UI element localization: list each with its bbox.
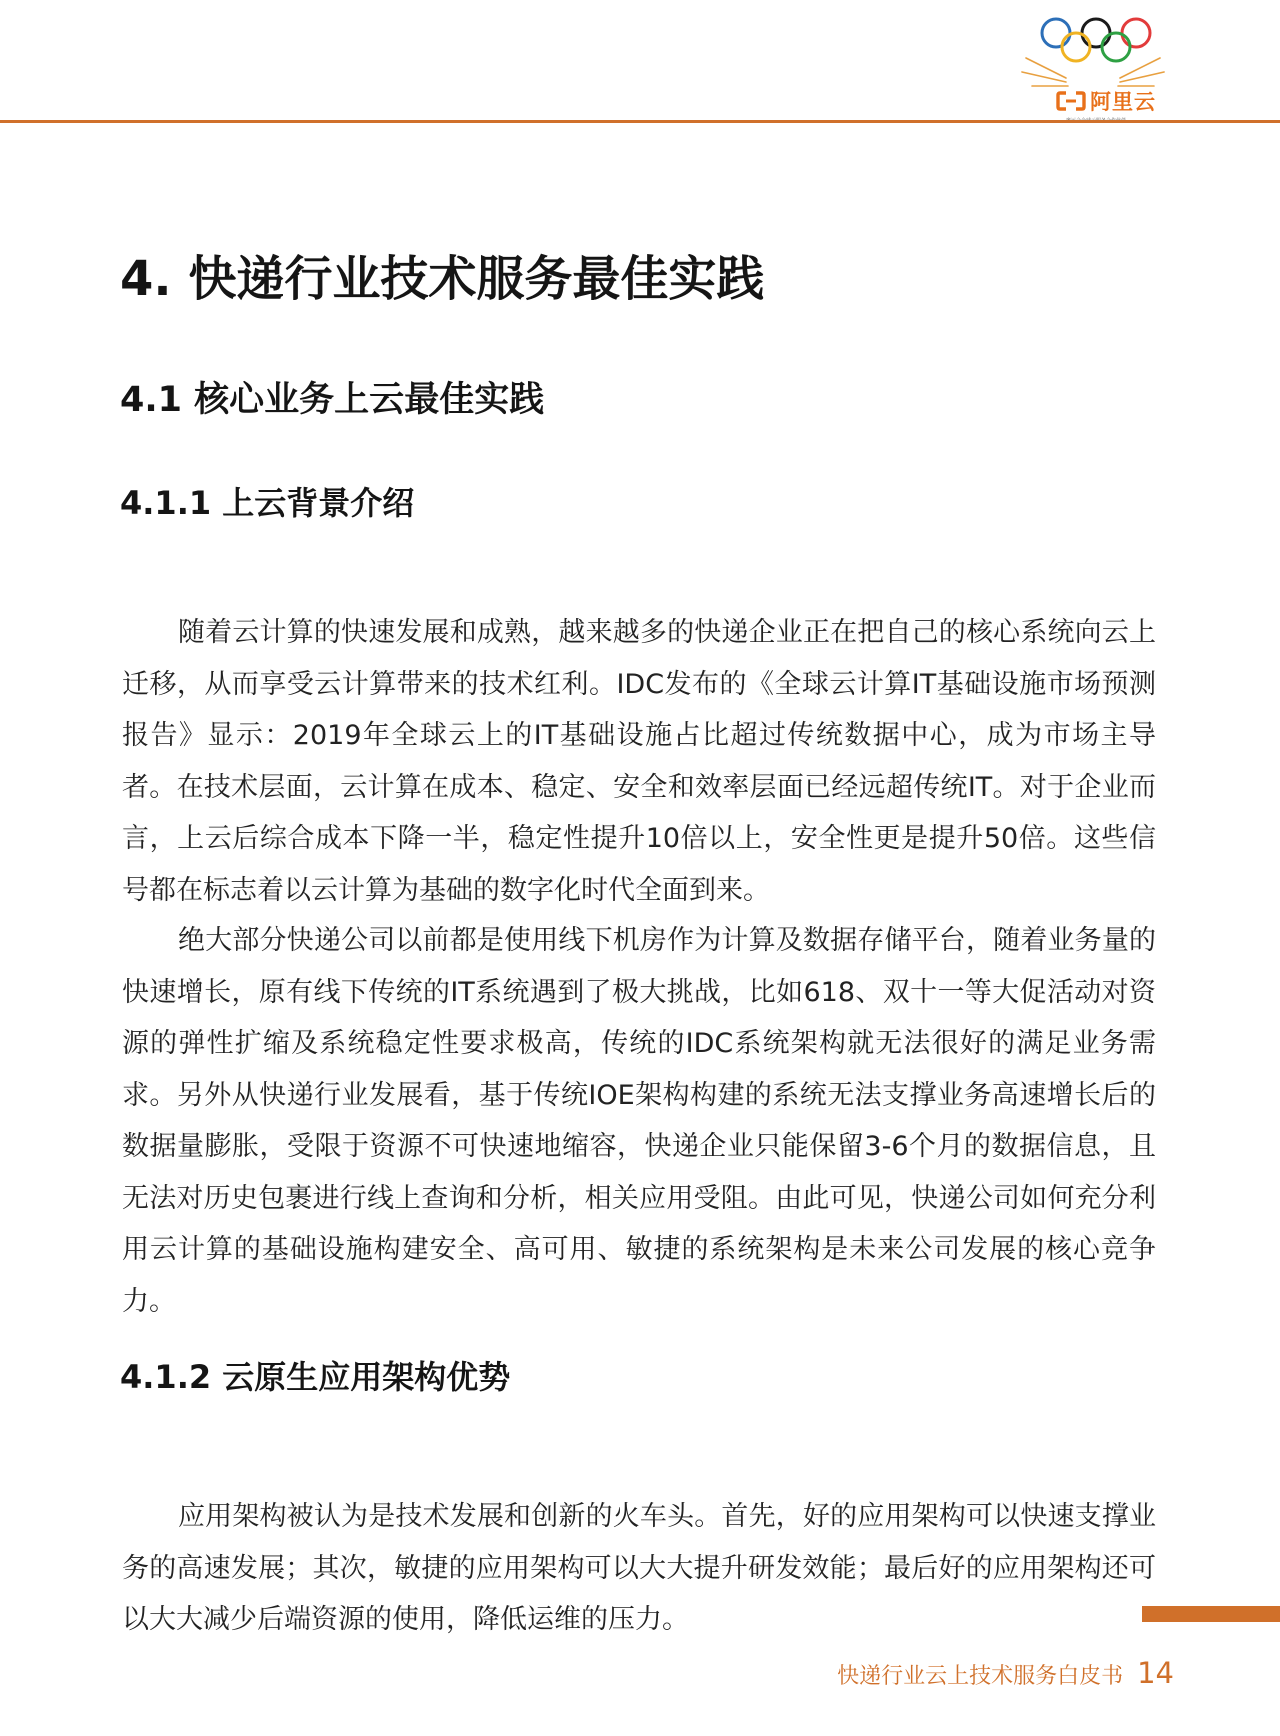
subsection-title: 4.1.2 云原生应用架构优势 <box>120 1358 511 1396</box>
page-footer <box>837 1656 1174 1690</box>
brand-name: 阿里云 <box>1090 90 1156 114</box>
body-paragraph: 随着云计算的快速发展和成熟，越来越多的快递企业正在把自己的核心系统向云上迁移，从而享受云计算带来的技术红利。IDC发布的《全球云计算IT基础设施市场预测报告》显示：2019年全球云上的IT基础设施占比超过传统数据中心，成为市场主导者。在技术层面，云计算在成本、稳定、安全和效率层面已经远超传统IT。对于企业而言，上云后综合成本下降一半，稳定性提升10倍以上，安全性更是提升50倍。这些信号都在标志着以云计算为基础的数字化时代全面到来。 <box>122 617 1156 906</box>
page-number: 14 <box>1137 1656 1174 1690</box>
light-rays-icon <box>1018 52 1168 90</box>
header-divider <box>0 120 1280 123</box>
footer-doc-title: 快递行业云上技术服务白皮书 <box>837 1664 1124 1689</box>
aliyun-olympic-logo <box>1018 14 1168 122</box>
chapter-title: 4. 快递行业技术服务最佳实践 <box>120 251 765 307</box>
body-paragraph: 应用架构被认为是技术发展和创新的火车头。首先，好的应用架构可以快速支撑业务的高速发展；其次，敏捷的应用架构可以大大提升研发效能；最后好的应用架构还可以大大减少后端资源的使用，降低运维的压力。 <box>122 1501 1156 1635</box>
aliyun-bracket-icon <box>1056 91 1086 111</box>
body-paragraph: 绝大部分快递公司以前都是使用线下机房作为计算及数据存储平台，随着业务量的快速增长，原有线下传统的IT系统遇到了极大挑战，比如618、双十一等大促活动对资源的弹性扩缩及系统稳定性要求极高，传统的IDC系统架构就无法很好的满足业务需求。另外从快递行业发展看，基于传统IOE架构构建的系统无法支撑业务高速增长后的数据量膨胀，受限于资源不可快速地缩容，快递企业只能保留3-6个月的数据信息，且无法对历史包裹进行线上查询和分析，相关应用受阻。由此可见，快递公司如何充分利用云计算的基础设施构建安全、高可用、敏捷的系统架构是未来公司发展的核心竞争力。 <box>122 925 1156 1317</box>
subsection-title: 4.1.1 上云背景介绍 <box>120 484 415 522</box>
section-title: 4.1 核心业务上云最佳实践 <box>120 380 545 420</box>
footer-accent-bar <box>1142 1606 1280 1622</box>
